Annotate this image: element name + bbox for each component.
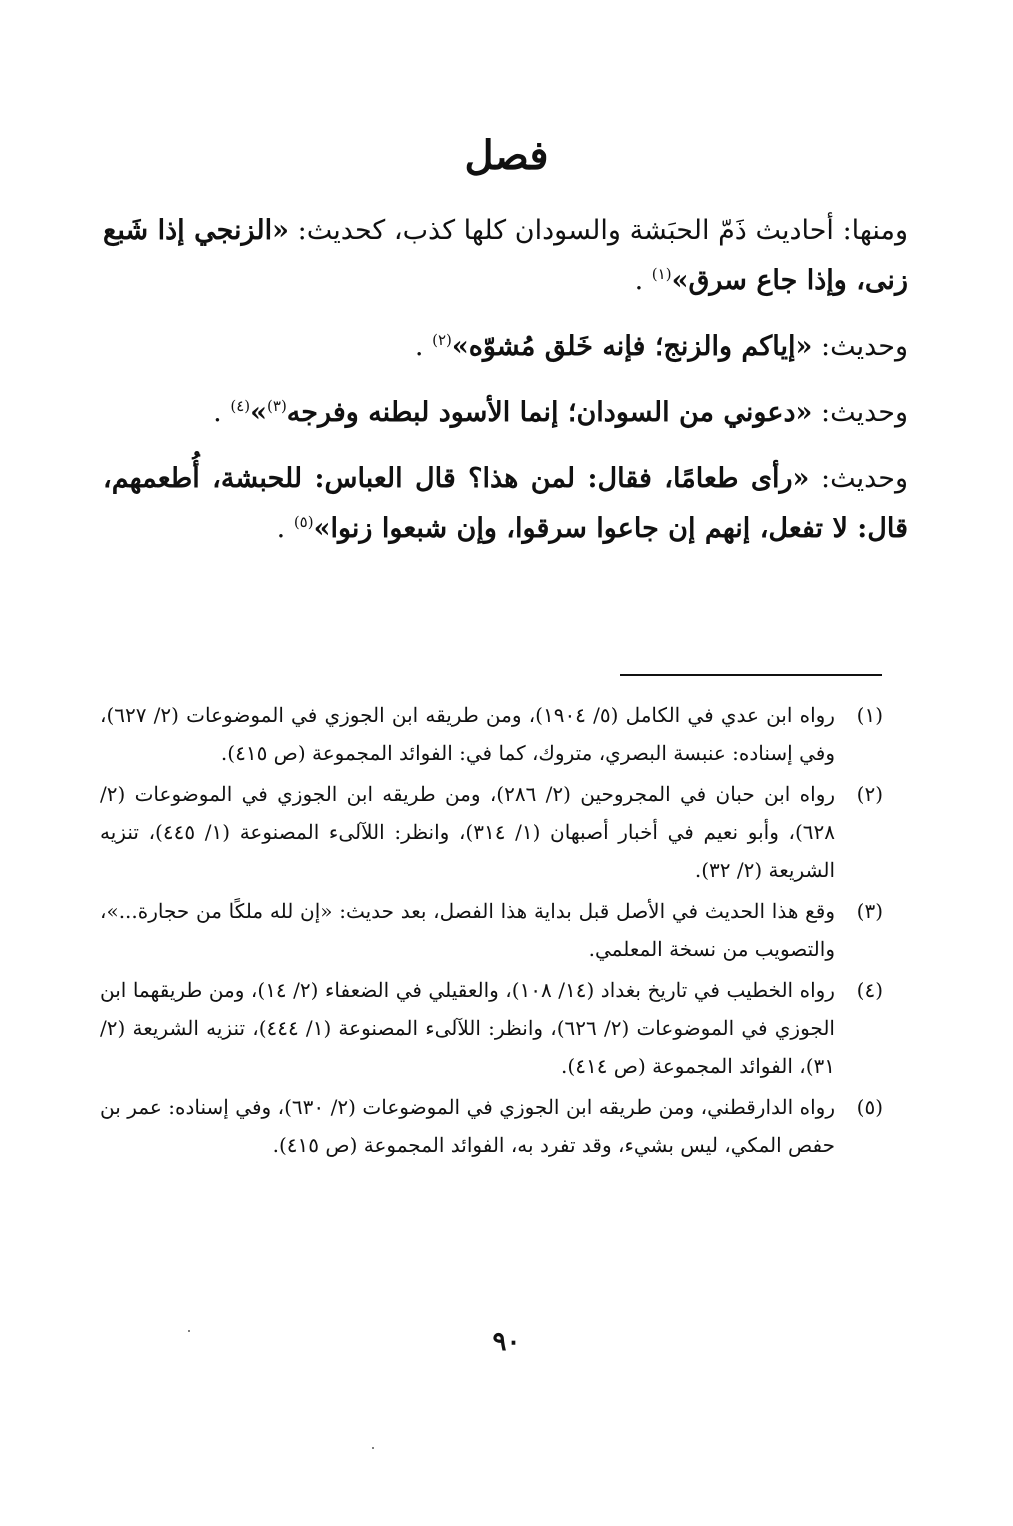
footnote-5 — [100, 1088, 883, 1164]
paragraph-2-note: (٢) — [432, 331, 452, 349]
paragraph-2-quote: «إياكم والزنج؛ فإنه خَلق مُشوّه» — [451, 331, 813, 362]
footnote-number: (٣) — [856, 899, 883, 923]
main-text — [103, 206, 908, 554]
paragraph-3-quote-end: » — [250, 397, 268, 428]
footnote-text: رواه الدارقطني، ومن طريقه ابن الجوزي في الموضوعات (٢/ ٦٣٠)، وفي إسناده: عمر بن حفص المكي، ليس بشيء، وقد تفرد به، الفوائد المجموعة (ص ٤١٥). — [100, 1095, 835, 1157]
paragraph-2-tail: . — [414, 331, 424, 362]
paragraph-1-quote: «الزنجي إذا شَبع زنى، وإذا جاع سرق» — [103, 215, 908, 296]
footnote-number: (١) — [856, 703, 883, 727]
footnote-4 — [100, 971, 883, 1085]
footnote-text: رواه ابن عدي في الكامل (٥/ ١٩٠٤)، ومن طريقه ابن الجوزي في الموضوعات (٢/ ٦٢٧)، وفي إسناده: عنبسة البصري، متروك، كما في: الفوائد المجموعة (ص ٤١٥). — [100, 703, 835, 765]
footnote-number: (٤) — [856, 978, 883, 1002]
paragraph-2-lead: وحديث: — [812, 331, 908, 362]
paragraph-4-lead: وحديث: — [809, 463, 909, 494]
paragraph-2 — [103, 322, 908, 372]
paragraph-3 — [103, 388, 908, 438]
footnote-text: رواه ابن حبان في المجروحين (٢/ ٢٨٦)، ومن طريقه ابن الجوزي في الموضوعات (٢/ ٦٢٨)، وأبو نعيم في أخبار أصبهان (١/ ٣١٤)، وانظر: اللآلىء المصنوعة (١/ ٤٤٥)، تنزيه الشريعة (٢/ ٣٢). — [100, 782, 836, 882]
section-title: فصل — [464, 132, 549, 179]
paragraph-3-note: (٤) — [230, 397, 251, 415]
footnote-1 — [100, 696, 883, 772]
paragraph-1 — [103, 206, 908, 306]
paragraph-1-tail: . — [634, 265, 644, 296]
paragraph-4-quote: «رأى طعامًا، فقال: لمن هذا؟ قال العباس: للحبشة، أُطعمهم، قال: لا تفعل، إنهم إن جاعوا سرقوا، وإن شبعوا زنوا» — [103, 463, 908, 544]
paragraph-3-lead: وحديث: — [812, 397, 908, 428]
footnote-number: (٢) — [856, 782, 883, 806]
paragraph-1-lead: ومنها: أحاديث ذَمّ الحبَشة والسودان كلها كذب، كحديث: — [297, 215, 908, 246]
paragraph-3-tail: . — [213, 397, 222, 428]
footnote-number: (٥) — [856, 1095, 883, 1119]
footnote-2 — [100, 775, 883, 889]
footnotes — [100, 696, 883, 1167]
footnote-text: وقع هذا الحديث في الأصل قبل بداية هذا الفصل، بعد حديث: «إن لله ملكًا من حجارة...»، والتصويب من نسخة المعلمي. — [100, 899, 835, 961]
paragraph-3-inner-note: (٣) — [267, 397, 287, 415]
footnote-3 — [100, 892, 883, 968]
paragraph-4-note: (٥) — [293, 513, 314, 531]
footnote-separator — [620, 674, 882, 676]
footnote-text: رواه الخطيب في تاريخ بغداد (١٤/ ١٠٨)، والعقيلي في الضعفاء (٢/ ١٤)، ومن طريقهما ابن الجوزي في الموضوعات (٢/ ٦٢٦)، وانظر: اللآلىء المصنوعة (١/ ٤٤٤)، تنزيه الشريعة (٢/ ٣١)، الفوائد المجموعة (ص ٤١٤). — [100, 978, 835, 1078]
scan-speck — [372, 1447, 374, 1449]
paragraph-4-tail: . — [276, 513, 286, 544]
paragraph-1-note: (١) — [651, 265, 672, 283]
page-number: ٩٠ — [492, 1327, 521, 1357]
scan-speck — [188, 1330, 190, 1332]
paragraph-4 — [103, 454, 908, 554]
paragraph-3-quote: «دعوني من السودان؛ إنما الأسود لبطنه وفرجه — [286, 397, 813, 428]
